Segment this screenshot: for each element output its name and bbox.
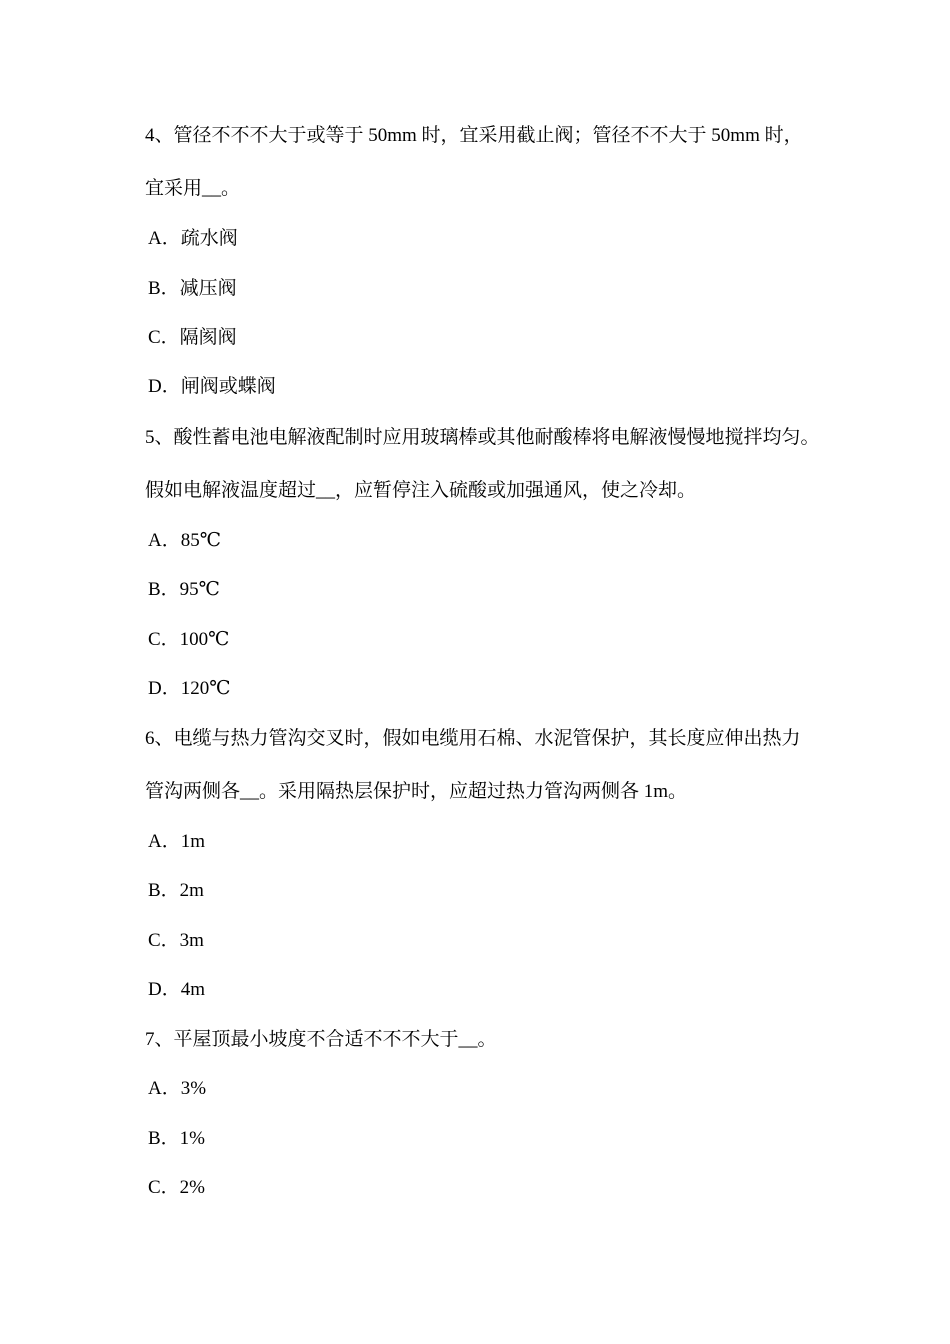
question-7-option-a: A．3%: [148, 1078, 207, 1099]
question-5-option-a: A．85℃: [148, 530, 221, 551]
question-6-option-c: C．3m: [148, 930, 204, 951]
question-7-stem-line-1: 7、平屋顶最小坡度不合适不不不大于__。: [145, 1029, 497, 1050]
question-4-stem-line-2: 宜采用__。: [145, 178, 241, 199]
question-7-option-c: C．2%: [148, 1177, 206, 1198]
question-5-stem-line-1: 5、酸性蓄电池电解液配制时应用玻璃棒或其他耐酸棒将电解液慢慢地搅拌均匀。: [145, 427, 820, 448]
question-7-option-b: B．1%: [148, 1128, 206, 1149]
question-4-option-c: C．隔阂阀: [148, 327, 237, 348]
question-5-option-b: B．95℃: [148, 579, 220, 600]
question-4-option-b: B．减压阀: [148, 278, 237, 299]
question-5-option-d: D．120℃: [148, 678, 231, 699]
question-4-option-a: A．疏水阀: [148, 228, 238, 249]
question-5-stem-line-2: 假如电解液温度超过__，应暂停注入硫酸或加强通风，使之冷却。: [145, 480, 697, 501]
question-6-option-b: B．2m: [148, 880, 204, 901]
question-4-option-d: D．闸阀或蝶阀: [148, 376, 276, 397]
question-5-option-c: C．100℃: [148, 629, 230, 650]
question-6-stem-line-1: 6、电缆与热力管沟交叉时，假如电缆用石棉、水泥管保护，其长度应伸出热力: [145, 728, 801, 749]
question-4-stem-line-1: 4、管径不不不大于或等于 50mm 时，宜采用截止阀；管径不不大于 50mm 时，: [145, 125, 803, 146]
question-6-stem-line-2: 管沟两侧各__。采用隔热层保护时，应超过热力管沟两侧各 1m。: [145, 781, 688, 802]
question-6-option-d: D．4m: [148, 979, 206, 1000]
question-6-option-a: A．1m: [148, 831, 206, 852]
